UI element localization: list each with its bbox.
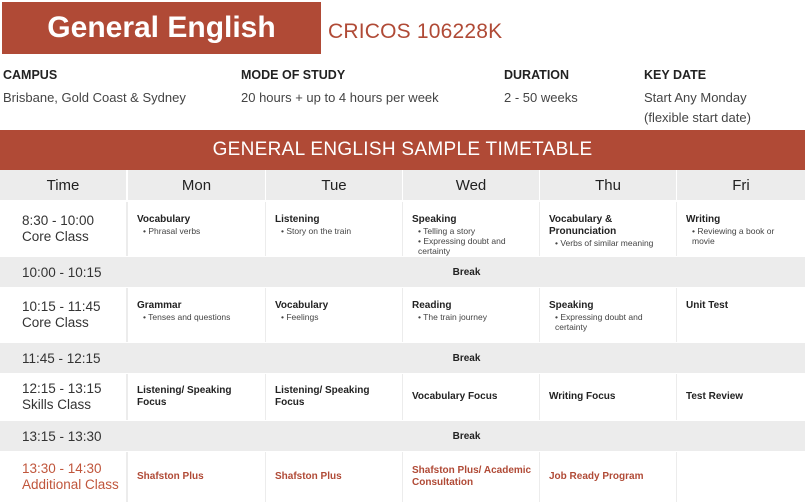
info-duration [504,68,578,108]
subject-block [549,391,615,403]
subject-block [549,214,670,248]
timetable-title: GENERAL ENGLISH SAMPLE TIMETABLE [0,130,805,170]
subject-title: Test Review [686,391,744,402]
time-cell [0,374,126,420]
subject-title: Job Ready Program [549,471,644,482]
timetable-cell [540,452,676,502]
subject-detail: • Feelings [281,312,319,322]
info-campus [3,68,186,108]
subject-block [137,214,259,236]
subject-title: Vocabulary [137,214,191,225]
time-cell [0,288,126,342]
page-title: General English [2,2,321,54]
subject-detail: • Reviewing a book or movie [692,226,775,246]
timetable-cell [266,202,402,256]
time-range: 8:30 - 10:00 [22,213,95,228]
timetable-cell [677,202,805,256]
info-label: KEY DATE [644,68,707,82]
column-header-wed: Wed [403,170,539,200]
subject-title: Writing Focus [549,391,616,402]
subject-block [137,385,259,409]
column-header-fri: Fri [677,170,805,200]
subject-block [686,300,799,312]
column-header-thu: Thu [540,170,676,200]
info-mode [241,68,439,108]
subject-title: Reading [412,300,452,311]
subject-title: Shafston Plus [275,471,342,482]
cricos-code: CRICOS 106228K [328,20,503,43]
timetable-cell [677,288,805,342]
info-value: 2 - 50 weeks [504,90,578,105]
subject-title: Speaking [412,214,457,225]
subject-block [137,471,204,483]
column-header-time: Time [0,170,126,200]
timetable-cell [677,374,805,420]
timetable-cell [677,452,805,502]
subject-title: Shafston Plus/ Academic Consultation [412,465,532,488]
break-label: Break [452,352,481,364]
subject-block [686,214,799,246]
timetable-cell [540,374,676,420]
timetable-cell [266,452,402,502]
info-value-note: (flexible start date) [644,110,751,125]
subject-title: Writing [686,214,721,225]
subject-detail: • Expressing doubt and certainty [555,312,643,332]
timetable-cell [403,202,539,256]
break-time: 11:45 - 12:15 [22,350,101,366]
timetable-cell [266,374,402,420]
time-range: 13:30 - 14:30 [22,461,102,476]
subject-detail: • The train journey [418,312,487,322]
class-type: Core Class [22,315,89,330]
subject-detail: • Story on the train [281,226,352,236]
timetable-cell [128,452,265,502]
subject-block [549,471,643,483]
subject-title: Listening [275,214,320,225]
timetable-cell [403,374,539,420]
subject-block [275,214,396,236]
timetable-cell [128,202,265,256]
timetable-cell [540,202,676,256]
subject-title: Vocabulary Focus [412,391,498,402]
class-type: Skills Class [22,397,92,412]
subject-title: Speaking [549,300,594,311]
subject-title: Shafston Plus [137,471,204,482]
subject-title: Vocabulary [275,300,329,311]
timetable-cell [403,452,539,502]
subject-block [275,471,342,483]
time-range: 12:15 - 13:15 [22,381,102,396]
subject-block [412,300,533,322]
timetable-cell [403,288,539,342]
timetable-cell [128,288,265,342]
break-time: 10:00 - 10:15 [22,264,102,280]
subject-block [412,214,533,256]
class-type: Additional Class [22,477,119,492]
subject-block [412,465,533,489]
subject-detail: • Verbs of similar meaning [555,238,654,248]
subject-detail: • Expressing doubt and certainty [418,236,506,256]
info-value: Start Any Monday [644,90,747,105]
subject-block [412,391,497,403]
column-header-tue: Tue [266,170,402,200]
class-type: Core Class [22,229,89,244]
timetable-cell [540,288,676,342]
break-time: 13:15 - 13:30 [22,428,102,444]
subject-block [549,300,670,332]
time-cell [0,202,126,256]
subject-detail: • Tenses and questions [143,312,231,322]
info-key-date [644,68,751,128]
time-cell [0,452,126,502]
info-label: DURATION [504,68,570,82]
subject-detail: • Telling a story [418,226,476,236]
subject-block [686,391,743,403]
subject-title: Unit Test [686,300,729,311]
subject-block [275,300,396,322]
info-value: 20 hours + up to 4 hours per week [241,90,439,105]
subject-title: Grammar [137,300,182,311]
break-label: Break [452,266,481,278]
subject-title: Vocabulary & Pronunciation [549,214,617,237]
info-label: MODE OF STUDY [241,68,346,82]
subject-title: Listening/ Speaking Focus [137,385,232,408]
subject-block [275,385,396,409]
column-header-mon: Mon [128,170,265,200]
timetable-cell [266,288,402,342]
subject-title: Listening/ Speaking Focus [275,385,370,408]
info-value: Brisbane, Gold Coast & Sydney [3,90,186,105]
info-label: CAMPUS [3,68,58,82]
timetable-cell [128,374,265,420]
break-label: Break [452,430,481,442]
timetable [0,170,805,500]
subject-detail: • Phrasal verbs [143,226,201,236]
time-range: 10:15 - 11:45 [22,299,101,314]
subject-block [137,300,259,322]
